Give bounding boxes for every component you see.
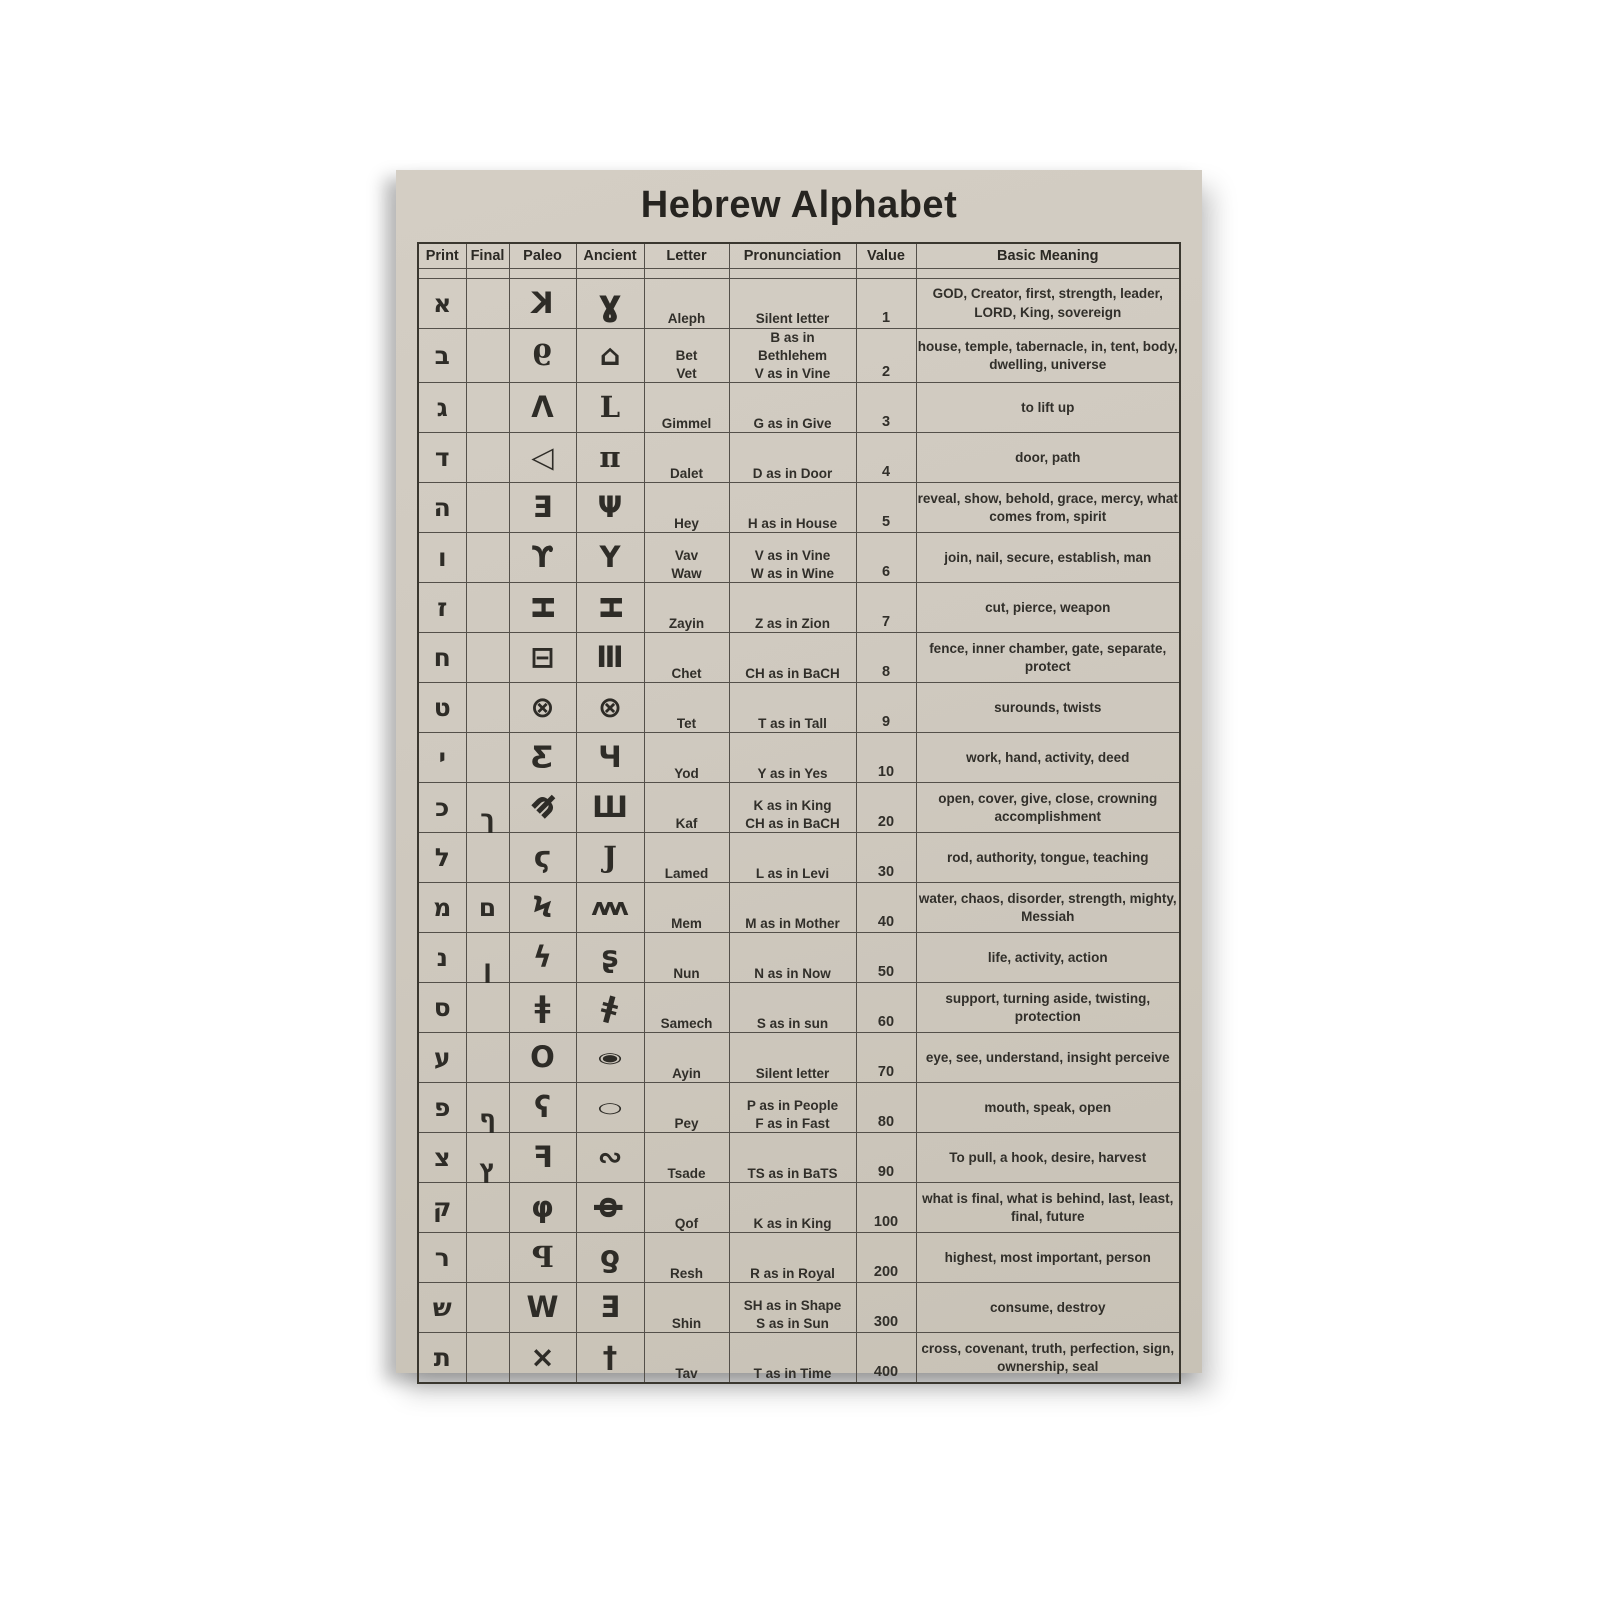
numeric-value: 5	[856, 483, 916, 533]
col-header-value: Value	[856, 243, 916, 269]
table-row-tsade	[418, 1133, 1180, 1183]
numeric-value: 30	[856, 833, 916, 883]
print-letter: ז	[437, 592, 448, 622]
numeric-value: 7	[856, 583, 916, 633]
basic-meaning: cross, covenant, truth, perfection, sign, ownership, seal	[916, 1333, 1180, 1384]
table-row-bet	[418, 329, 1180, 383]
pronunciation: L as in Levi	[729, 833, 856, 883]
numeric-value: 6	[856, 533, 916, 583]
ancient-glyph: ○	[597, 1099, 623, 1117]
print-cell	[418, 1283, 466, 1333]
letter-name: Nun	[644, 933, 729, 983]
table-row-mem	[418, 883, 1180, 933]
print-letter: ו	[437, 542, 447, 572]
print-cell	[418, 483, 466, 533]
final-cell	[466, 483, 509, 533]
letter-name: Aleph	[644, 279, 729, 329]
paleo-cell	[509, 279, 576, 329]
final-cell	[466, 833, 509, 883]
ancient-cell	[576, 583, 644, 633]
ancient-glyph: π	[599, 440, 621, 475]
final-cell	[466, 1233, 509, 1283]
final-cell	[466, 1083, 509, 1133]
pronunciation: N as in Now	[729, 933, 856, 983]
paleo-glyph: ʕ	[534, 1090, 551, 1125]
print-letter: ע	[433, 1042, 451, 1072]
final-cell	[466, 279, 509, 329]
pronunciation: Silent letter	[729, 279, 856, 329]
ancient-cell	[576, 933, 644, 983]
ancient-cell	[576, 1033, 644, 1083]
numeric-value: 90	[856, 1133, 916, 1183]
final-cell	[466, 583, 509, 633]
final-cell	[466, 383, 509, 433]
table-row-kaf	[418, 783, 1180, 833]
col-header-final: Final	[466, 243, 509, 269]
numeric-value: 8	[856, 633, 916, 683]
letter-name: Qof	[644, 1183, 729, 1233]
ancient-glyph: Ч	[598, 740, 622, 775]
basic-meaning: join, nail, secure, establish, man	[916, 533, 1180, 583]
print-letter: ת	[433, 1342, 451, 1372]
pronunciation: Z as in Zion	[729, 583, 856, 633]
numeric-value: 50	[856, 933, 916, 983]
paleo-cell	[509, 833, 576, 883]
ancient-glyph: J	[603, 840, 617, 875]
paleo-glyph: Ϝ	[532, 1140, 553, 1175]
letter-name: Tav	[644, 1333, 729, 1384]
ancient-cell	[576, 883, 644, 933]
print-cell	[418, 279, 466, 329]
pronunciation: Silent letter	[729, 1033, 856, 1083]
hebrew-alphabet-poster	[396, 170, 1202, 1381]
basic-meaning: highest, most important, person	[916, 1233, 1180, 1283]
numeric-value: 200	[856, 1233, 916, 1283]
final-cell	[466, 1133, 509, 1183]
ancient-cell	[576, 279, 644, 329]
print-letter: כ	[435, 792, 450, 822]
col-header-pronunciation: Pronunciation	[729, 243, 856, 269]
pronunciation: S as in sun	[729, 983, 856, 1033]
table-row-vav	[418, 533, 1180, 583]
ancient-glyph: ƍ	[600, 1240, 620, 1275]
ancient-glyph: ɣ	[598, 282, 622, 324]
table-row-tav	[418, 1333, 1180, 1384]
print-letter: מ	[433, 892, 452, 922]
final-cell	[466, 1333, 509, 1384]
paleo-glyph: φ	[531, 1190, 554, 1225]
final-cell	[466, 733, 509, 783]
table-row-pey	[418, 1083, 1180, 1133]
pronunciation: K as in King	[729, 1183, 856, 1233]
print-cell	[418, 983, 466, 1033]
paleo-glyph: K	[531, 286, 554, 320]
col-header-print: Print	[418, 243, 466, 269]
paleo-cell	[509, 933, 576, 983]
paleo-cell	[509, 683, 576, 733]
print-cell	[418, 533, 466, 583]
numeric-value: 2	[856, 329, 916, 383]
ancient-cell	[576, 383, 644, 433]
print-cell	[418, 1133, 466, 1183]
ancient-glyph: ⊗	[597, 690, 623, 725]
print-letter: ס	[433, 992, 451, 1022]
print-cell	[418, 633, 466, 683]
final-cell	[466, 933, 509, 983]
final-cell	[466, 533, 509, 583]
ancient-glyph: Ǝ	[600, 1290, 620, 1325]
basic-meaning: water, chaos, disorder, strength, mighty, Messiah	[916, 883, 1180, 933]
paleo-glyph: ϟ	[532, 940, 553, 975]
print-letter: ק	[433, 1192, 452, 1222]
table-row-resh	[418, 1233, 1180, 1283]
numeric-value: 80	[856, 1083, 916, 1133]
ancient-glyph: Ψ	[597, 490, 623, 525]
letter-name: Bet Vet	[644, 329, 729, 383]
pronunciation: V as in Vine W as in Wine	[729, 533, 856, 583]
letter-name: Hey	[644, 483, 729, 533]
print-letter: ד	[434, 442, 450, 472]
ancient-cell	[576, 1233, 644, 1283]
alphabet-table	[417, 242, 1181, 1384]
print-cell	[418, 433, 466, 483]
pronunciation: K as in King CH as in BaCH	[729, 783, 856, 833]
paleo-glyph: ⊟	[530, 640, 555, 675]
paleo-cell	[509, 1283, 576, 1333]
ancient-cell	[576, 1133, 644, 1183]
letter-name: Lamed	[644, 833, 729, 883]
paleo-glyph: W	[526, 1290, 559, 1325]
pronunciation: B as in Bethlehem V as in Vine	[729, 329, 856, 383]
basic-meaning: life, activity, action	[916, 933, 1180, 983]
paleo-glyph: Ϟ	[532, 890, 553, 925]
col-header-paleo: Paleo	[509, 243, 576, 269]
ancient-cell	[576, 783, 644, 833]
ancient-glyph: ǂ	[598, 988, 623, 1026]
ancient-cell	[576, 433, 644, 483]
print-letter: צ	[434, 1142, 451, 1172]
ancient-glyph: ⌂	[599, 338, 621, 373]
basic-meaning: consume, destroy	[916, 1283, 1180, 1333]
ancient-glyph: H	[593, 595, 628, 621]
letter-name: Resh	[644, 1233, 729, 1283]
basic-meaning: work, hand, activity, deed	[916, 733, 1180, 783]
paleo-glyph: Λ	[531, 390, 554, 425]
print-letter: ג	[436, 392, 448, 422]
print-letter: ל	[434, 842, 450, 872]
print-letter: ב	[434, 340, 450, 370]
col-header-basic-meaning: Basic Meaning	[916, 243, 1180, 269]
header-row	[418, 243, 1180, 269]
final-letter: ם	[478, 892, 497, 922]
final-letter: ף	[479, 1103, 496, 1133]
paleo-glyph: Ʒ	[531, 740, 554, 775]
final-cell	[466, 1183, 509, 1233]
final-letter: ץ	[479, 1153, 496, 1183]
letter-name: Yod	[644, 733, 729, 783]
ancient-glyph: ∾	[597, 1140, 623, 1175]
ancient-glyph: ɸ	[593, 1196, 628, 1220]
print-letter: א	[433, 288, 452, 318]
basic-meaning: surounds, twists	[916, 683, 1180, 733]
pronunciation: TS as in BaTS	[729, 1133, 856, 1183]
letter-name: Dalet	[644, 433, 729, 483]
paleo-cell	[509, 433, 576, 483]
letter-name: Zayin	[644, 583, 729, 633]
final-cell	[466, 329, 509, 383]
letter-name: Tsade	[644, 1133, 729, 1183]
final-cell	[466, 883, 509, 933]
poster-title: Hebrew Alphabet	[640, 184, 958, 226]
paleo-cell	[509, 983, 576, 1033]
ancient-cell	[576, 983, 644, 1033]
letter-name: Ayin	[644, 1033, 729, 1083]
numeric-value: 60	[856, 983, 916, 1033]
paleo-cell	[509, 733, 576, 783]
ancient-glyph: ʌʌʌ	[591, 893, 624, 922]
print-cell	[418, 583, 466, 633]
paleo-glyph: 9	[532, 338, 553, 373]
table-row-shin	[418, 1283, 1180, 1333]
letter-name: Gimmel	[644, 383, 729, 433]
paleo-cell	[509, 583, 576, 633]
print-cell	[418, 933, 466, 983]
paleo-glyph: ψ	[521, 788, 563, 829]
numeric-value: 100	[856, 1183, 916, 1233]
basic-meaning: eye, see, understand, insight perceive	[916, 1033, 1180, 1083]
paleo-cell	[509, 329, 576, 383]
print-cell	[418, 383, 466, 433]
table-row-gimmel	[418, 383, 1180, 433]
print-cell	[418, 833, 466, 883]
paleo-cell	[509, 1183, 576, 1233]
paleo-glyph: P	[531, 1240, 554, 1275]
paleo-cell	[509, 1333, 576, 1384]
table-row-nun	[418, 933, 1180, 983]
numeric-value: 300	[856, 1283, 916, 1333]
ancient-cell	[576, 733, 644, 783]
basic-meaning: rod, authority, tongue, teaching	[916, 833, 1180, 883]
paleo-glyph: O	[530, 1040, 555, 1075]
numeric-value: 70	[856, 1033, 916, 1083]
numeric-value: 4	[856, 433, 916, 483]
table-row-tet	[418, 683, 1180, 733]
ancient-cell	[576, 833, 644, 883]
pronunciation: CH as in BaCH	[729, 633, 856, 683]
numeric-value: 1	[856, 279, 916, 329]
letter-name: Pey	[644, 1083, 729, 1133]
table-row-hey	[418, 483, 1180, 533]
pronunciation: M as in Mother	[729, 883, 856, 933]
paleo-glyph: ⊗	[530, 690, 555, 725]
paleo-cell	[509, 783, 576, 833]
ancient-glyph: ʂ	[601, 940, 619, 975]
print-cell	[418, 1183, 466, 1233]
ancient-cell	[576, 1083, 644, 1133]
pronunciation: SH as in Shape S as in Sun	[729, 1283, 856, 1333]
final-cell	[466, 983, 509, 1033]
paleo-glyph: ◁	[531, 440, 554, 475]
paleo-cell	[509, 383, 576, 433]
final-cell	[466, 433, 509, 483]
table-row-ayin	[418, 1033, 1180, 1083]
basic-meaning: fence, inner chamber, gate, separate, protect	[916, 633, 1180, 683]
numeric-value: 20	[856, 783, 916, 833]
paleo-glyph: ϛ	[533, 840, 552, 875]
paleo-glyph: H	[526, 595, 560, 621]
paleo-cell	[509, 1233, 576, 1283]
basic-meaning: cut, pierce, weapon	[916, 583, 1180, 633]
final-letter: ך	[480, 803, 495, 833]
table-row-lamed	[418, 833, 1180, 883]
numeric-value: 40	[856, 883, 916, 933]
final-letter: ן	[483, 953, 492, 983]
paleo-cell	[509, 883, 576, 933]
final-cell	[466, 683, 509, 733]
paleo-glyph: Ǝ	[532, 490, 553, 525]
final-cell	[466, 1283, 509, 1333]
paleo-cell	[509, 533, 576, 583]
paleo-cell	[509, 483, 576, 533]
print-cell	[418, 1033, 466, 1083]
ancient-glyph: Y	[599, 540, 621, 575]
col-header-letter: Letter	[644, 243, 729, 269]
final-cell	[466, 633, 509, 683]
print-cell	[418, 783, 466, 833]
table-row-chet	[418, 633, 1180, 683]
ancient-glyph: L	[599, 390, 621, 425]
table-row-dalet	[418, 433, 1180, 483]
paleo-cell	[509, 1133, 576, 1183]
paleo-glyph: ϒ	[531, 540, 554, 575]
ancient-cell	[576, 633, 644, 683]
print-cell	[418, 1083, 466, 1133]
print-letter: ח	[433, 642, 451, 672]
print-cell	[418, 1333, 466, 1384]
print-cell	[418, 1233, 466, 1283]
basic-meaning: mouth, speak, open	[916, 1083, 1180, 1133]
basic-meaning: GOD, Creator, first, strength, leader, LORD, King, sovereign	[916, 279, 1180, 329]
pronunciation: D as in Door	[729, 433, 856, 483]
spacer-row	[418, 269, 1180, 279]
basic-meaning: support, turning aside, twisting, protection	[916, 983, 1180, 1033]
final-cell	[466, 783, 509, 833]
print-letter: ט	[433, 692, 451, 722]
ancient-cell	[576, 1333, 644, 1384]
print-letter: י	[438, 742, 446, 772]
paleo-cell	[509, 1033, 576, 1083]
ancient-cell	[576, 1183, 644, 1233]
table-row-zayin	[418, 583, 1180, 633]
table-row-aleph	[418, 279, 1180, 329]
basic-meaning: door, path	[916, 433, 1180, 483]
paleo-glyph: ǂ	[534, 990, 551, 1025]
letter-name: Chet	[644, 633, 729, 683]
basic-meaning: what is final, what is behind, last, least, final, future	[916, 1183, 1180, 1233]
numeric-value: 10	[856, 733, 916, 783]
ancient-cell	[576, 329, 644, 383]
paleo-cell	[509, 633, 576, 683]
print-letter: ה	[433, 492, 451, 522]
pronunciation: H as in House	[729, 483, 856, 533]
paleo-cell	[509, 1083, 576, 1133]
pronunciation: T as in Time	[729, 1333, 856, 1384]
print-cell	[418, 683, 466, 733]
basic-meaning: to lift up	[916, 383, 1180, 433]
print-letter: נ	[436, 942, 448, 972]
letter-name: Samech	[644, 983, 729, 1033]
print-letter: ר	[434, 1242, 450, 1272]
table-row-samech	[418, 983, 1180, 1033]
pronunciation: G as in Give	[729, 383, 856, 433]
numeric-value: 400	[856, 1333, 916, 1384]
paleo-glyph: ×	[530, 1340, 555, 1375]
print-letter: ש	[432, 1292, 452, 1322]
pronunciation: Y as in Yes	[729, 733, 856, 783]
basic-meaning: house, temple, tabernacle, in, tent, body, dwelling, universe	[916, 329, 1180, 383]
ancient-glyph: ◉	[597, 1049, 623, 1067]
ancient-glyph: †	[602, 1340, 618, 1375]
table-row-yod	[418, 733, 1180, 783]
basic-meaning: open, cover, give, close, crowning accomplishment	[916, 783, 1180, 833]
pronunciation: P as in People F as in Fast	[729, 1083, 856, 1133]
letter-name: Mem	[644, 883, 729, 933]
letter-name: Kaf	[644, 783, 729, 833]
print-cell	[418, 733, 466, 783]
letter-name: Vav Waw	[644, 533, 729, 583]
print-letter: פ	[434, 1092, 451, 1122]
print-cell	[418, 883, 466, 933]
pronunciation: T as in Tall	[729, 683, 856, 733]
basic-meaning: To pull, a hook, desire, harvest	[916, 1133, 1180, 1183]
ancient-cell	[576, 1283, 644, 1333]
numeric-value: 3	[856, 383, 916, 433]
pronunciation: R as in Royal	[729, 1233, 856, 1283]
final-cell	[466, 1033, 509, 1083]
numeric-value: 9	[856, 683, 916, 733]
ancient-glyph: Ⅲ	[596, 640, 624, 675]
table-row-qof	[418, 1183, 1180, 1233]
ancient-cell	[576, 533, 644, 583]
letter-name: Shin	[644, 1283, 729, 1333]
basic-meaning: reveal, show, behold, grace, mercy, what comes from, spirit	[916, 483, 1180, 533]
ancient-cell	[576, 683, 644, 733]
print-cell	[418, 329, 466, 383]
letter-name: Tet	[644, 683, 729, 733]
col-header-ancient: Ancient	[576, 243, 644, 269]
ancient-glyph: Ш	[592, 790, 628, 825]
ancient-cell	[576, 483, 644, 533]
